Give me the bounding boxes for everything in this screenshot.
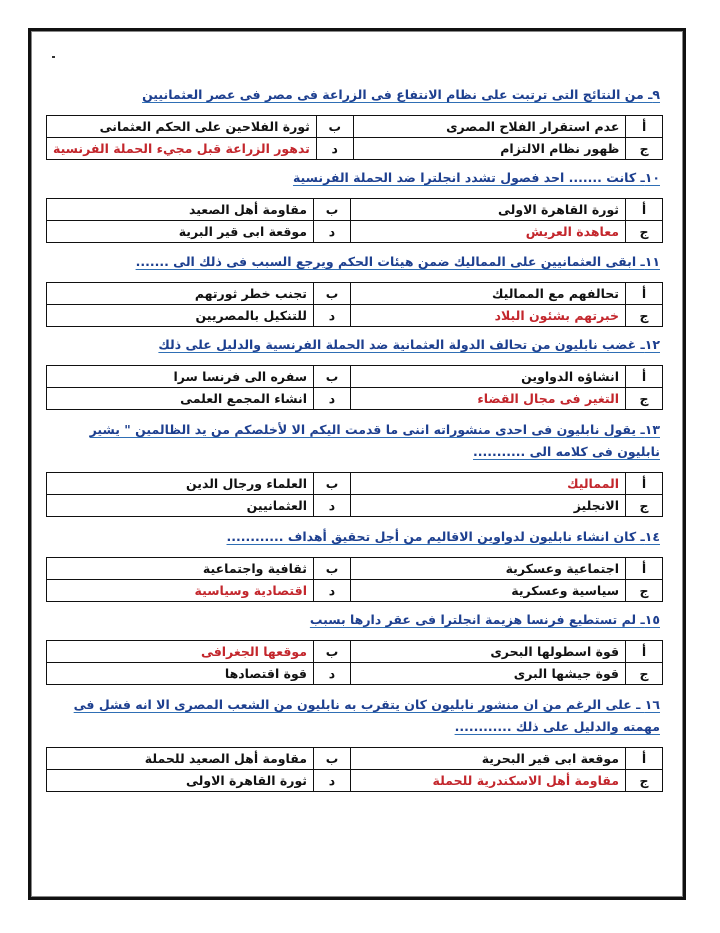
- option-letter: ب: [314, 558, 351, 580]
- option-letter: ب: [314, 199, 351, 221]
- options-row: [47, 388, 663, 410]
- question-label: ١٠ـ كانت ....... احد فصول تشدد انجلترا ضد الحملة الفرنسية: [292, 170, 660, 185]
- answer-option[interactable]: موقعة ابى قير البرية: [47, 221, 314, 243]
- question-text: [60, 167, 660, 189]
- option-letter: أ: [626, 641, 663, 663]
- option-letter: ب: [314, 748, 351, 770]
- question-label: ١١ـ ابقى العثمانيين على المماليك ضمن هيئات الحكم ويرجع السبب فى ذلك الى .......: [135, 254, 660, 269]
- question-label: ١٦ ـ على الرغم من ان منشور نابليون كان يتقرب به نابليون من الشعب المصرى الا انه فشل فى مهمته والدليل على ذلك ............: [73, 697, 660, 734]
- correct-answer-option[interactable]: مقاومة أهل الاسكندرية للحملة: [351, 770, 626, 792]
- options-row: [47, 305, 663, 327]
- options-table: [46, 282, 663, 327]
- answer-option[interactable]: سفره الى فرنسا سرا: [47, 366, 314, 388]
- answer-option[interactable]: ظهور نظام الالتزام: [353, 138, 626, 160]
- option-letter: ب: [316, 116, 353, 138]
- option-letter: أ: [626, 199, 663, 221]
- option-letter: أ: [626, 116, 663, 138]
- options-row: [47, 641, 663, 663]
- option-letter: أ: [626, 283, 663, 305]
- correct-answer-option[interactable]: تدهور الزراعة قبل مجيء الحملة الفرنسية: [47, 138, 317, 160]
- options-table: [46, 365, 663, 410]
- answer-option[interactable]: العلماء ورجال الدين: [47, 473, 314, 495]
- answer-option[interactable]: انشاء المجمع العلمى: [47, 388, 314, 410]
- option-letter: ب: [314, 641, 351, 663]
- options-row: [47, 283, 663, 305]
- answer-option[interactable]: سياسية وعسكرية: [351, 580, 626, 602]
- answer-option[interactable]: ثورة الفلاحين على الحكم العثمانى: [47, 116, 317, 138]
- answer-option[interactable]: قوة اسطولها البحرى: [351, 641, 626, 663]
- option-letter: د: [314, 495, 351, 517]
- answer-option[interactable]: مقاومة أهل الصعيد للحملة: [47, 748, 314, 770]
- question-text: [60, 334, 660, 356]
- options-table: [46, 557, 663, 602]
- correct-answer-option[interactable]: خبرتهم بشئون البلاد: [351, 305, 626, 327]
- option-letter: ج: [626, 221, 663, 243]
- option-letter: ب: [314, 366, 351, 388]
- answer-option[interactable]: موقعة ابى قير البحرية: [351, 748, 626, 770]
- options-row: [47, 558, 663, 580]
- answer-option[interactable]: العثمانيين: [47, 495, 314, 517]
- correct-answer-option[interactable]: اقتصادية وسياسية: [47, 580, 314, 602]
- question-text: [60, 419, 660, 463]
- answer-option[interactable]: عدم استقرار الفلاح المصرى: [353, 116, 626, 138]
- question-text: [60, 251, 660, 273]
- option-letter: د: [316, 138, 353, 160]
- question-label: ١٢ـ غضب نابليون من تحالف الدولة العثمانية ضد الحملة الفرنسية والدليل على ذلك: [158, 337, 660, 352]
- answer-option[interactable]: ثقافية واجتماعية: [47, 558, 314, 580]
- question-label: ١٥ـ لم تستطيع فرنسا هزيمة انجلترا فى عقر دارها بسبب: [309, 612, 660, 627]
- options-row: [47, 366, 663, 388]
- options-row: [47, 663, 663, 685]
- option-letter: ج: [626, 770, 663, 792]
- option-letter: أ: [626, 366, 663, 388]
- question-text: [60, 694, 660, 738]
- option-letter: أ: [626, 558, 663, 580]
- option-letter: ج: [626, 138, 663, 160]
- options-row: [47, 221, 663, 243]
- option-letter: ج: [626, 388, 663, 410]
- answer-option[interactable]: ثورة القاهرة الاولى: [351, 199, 626, 221]
- option-letter: ج: [626, 663, 663, 685]
- options-row: [47, 116, 663, 138]
- options-row: [47, 199, 663, 221]
- option-letter: ج: [626, 495, 663, 517]
- answer-option[interactable]: اجتماعية وعسكرية: [351, 558, 626, 580]
- correct-answer-option[interactable]: موقعها الجغرافى: [47, 641, 314, 663]
- answer-option[interactable]: ثورة القاهرة الاولى: [47, 770, 314, 792]
- answer-option[interactable]: تحالفهم مع المماليك: [351, 283, 626, 305]
- answer-option[interactable]: تجنب خطر ثورتهم: [47, 283, 314, 305]
- question-label: ٩ـ من النتائج التى ترتبت على نظام الانتفاع فى الزراعة فى مصر فى عصر العثمانيين: [142, 87, 660, 102]
- options-table: [46, 747, 663, 792]
- answer-option[interactable]: قوة اقتصادها: [47, 663, 314, 685]
- answer-option[interactable]: الانجليز: [351, 495, 626, 517]
- option-letter: د: [314, 770, 351, 792]
- option-letter: أ: [626, 748, 663, 770]
- options-table: [46, 640, 663, 685]
- options-row: [47, 495, 663, 517]
- options-row: [47, 748, 663, 770]
- answer-option[interactable]: قوة جيشها البرى: [351, 663, 626, 685]
- question-label: ١٤ـ كان انشاء نابليون لدواوين الاقاليم من أجل تحقيق أهداف ............: [226, 529, 660, 544]
- option-letter: د: [314, 305, 351, 327]
- option-letter: ب: [314, 473, 351, 495]
- options-row: [47, 473, 663, 495]
- question-label: ١٣ـ يقول نابليون فى احدى منشوراته اننى ما قدمت اليكم الا لأخلصكم من يد الظالمين " يشير نابليون فى كلامه الى ...........: [89, 422, 660, 459]
- options-table: [46, 198, 663, 243]
- options-table: [46, 472, 663, 517]
- question-text: [60, 84, 660, 106]
- correct-answer-option[interactable]: المماليك: [351, 473, 626, 495]
- options-row: [47, 770, 663, 792]
- answer-option[interactable]: للتنكيل بالمصريين: [47, 305, 314, 327]
- option-letter: د: [314, 388, 351, 410]
- options-row: [47, 138, 663, 160]
- options-table: [46, 115, 663, 160]
- question-text: [60, 526, 660, 548]
- answer-option[interactable]: انشاؤه الدواوين: [351, 366, 626, 388]
- option-letter: ج: [626, 580, 663, 602]
- options-row: [47, 580, 663, 602]
- option-letter: د: [314, 580, 351, 602]
- correct-answer-option[interactable]: معاهدة العريش: [351, 221, 626, 243]
- answer-option[interactable]: مقاومة أهل الصعيد: [47, 199, 314, 221]
- option-letter: ب: [314, 283, 351, 305]
- option-letter: ج: [626, 305, 663, 327]
- option-letter: د: [314, 221, 351, 243]
- option-letter: أ: [626, 473, 663, 495]
- option-letter: د: [314, 663, 351, 685]
- question-text: [60, 609, 660, 631]
- correct-answer-option[interactable]: التغير فى مجال القضاء: [351, 388, 626, 410]
- stray-mark: [52, 56, 55, 58]
